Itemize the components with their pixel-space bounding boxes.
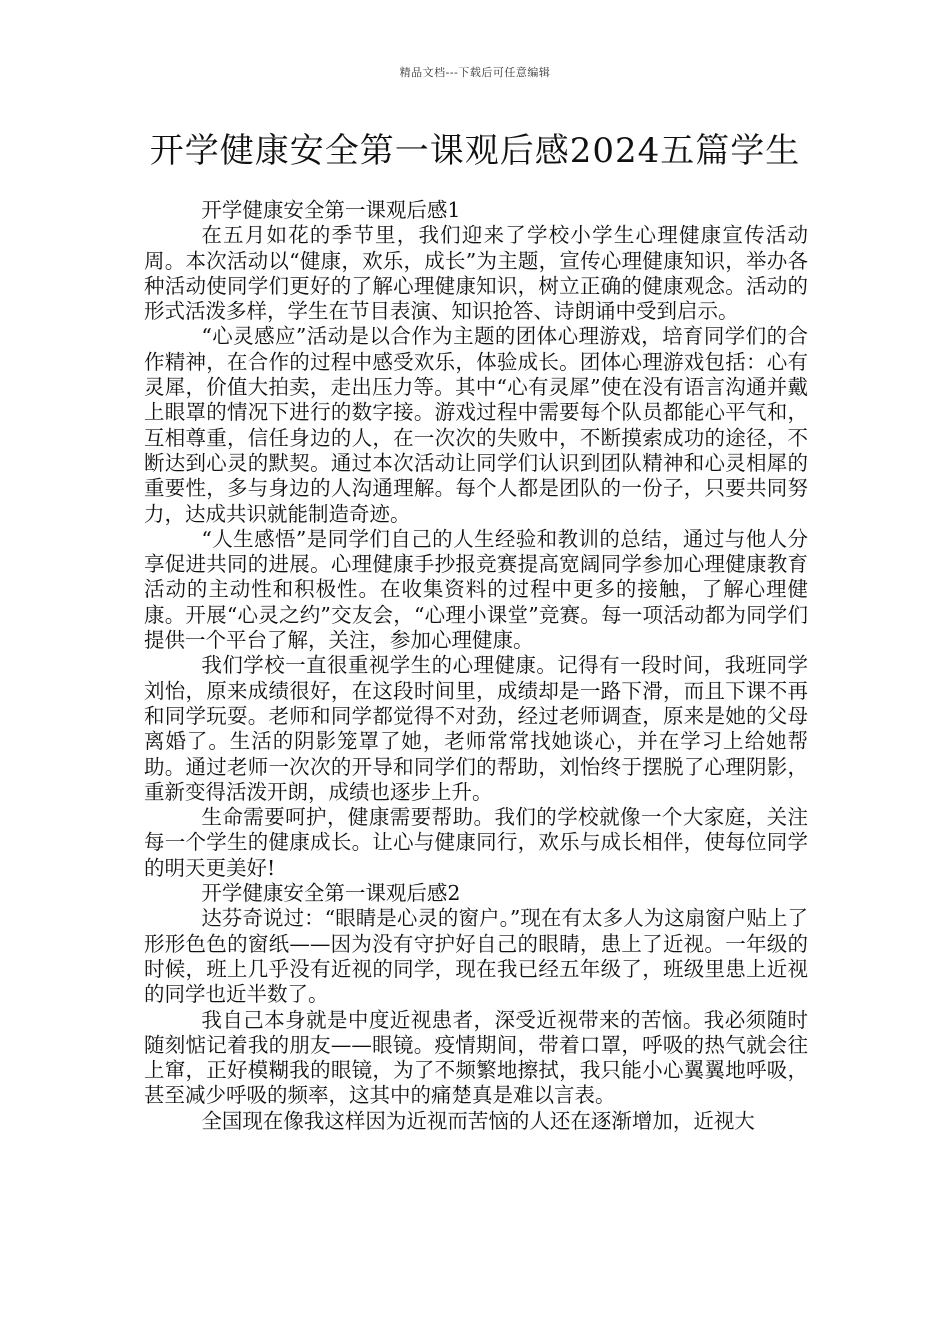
- paragraph: 我们学校一直很重视学生的心理健康。记得有一段时间，我班同学刘怡，原来成绩很好，在这段时间里，成绩却是一路下滑，而且下课不再和同学玩耍。老师和同学都觉得不对劲，经过老师调查，原来是她的父母离婚了。生活的阴影笼罩了她，老师常常找她谈心，并在学习上给她帮助。通过老师一次次的开导和同学们的帮助，刘怡终于摆脱了心理阴影，重新变得活泼开朗，成绩也逐步上升。: [144, 653, 808, 804]
- document-body: [144, 198, 808, 1134]
- paragraph: 全国现在像我这样因为近视而苦恼的人还在逐渐增加，近视大: [201, 1108, 755, 1133]
- paragraph: 生命需要呵护，健康需要帮助。我们的学校就像一个大家庭，关注每一个学生的健康成长。让心与健康同行，欢乐与成长相伴，使每位同学的明天更美好!: [144, 805, 808, 880]
- paragraph: “人生感悟”是同学们自己的人生经验和教训的总结，通过与他人分享促进共同的进展。心理健康手抄报竞赛提高宽阔同学参加心理健康教育活动的主动性和积极性。在收集资料的过程中更多的接触，了解心理健康。开展“心灵之约”交友会，“心理小课堂”竞赛。每一项活动都为同学们提供一个平台了解，关注，参加心理健康。: [144, 526, 808, 653]
- page-header-note: 精品文档---下载后可任意编辑: [399, 66, 551, 79]
- section-heading-2: 开学健康安全第一课观后感2: [201, 881, 461, 906]
- document-title: 开学健康安全第一课观后感2024五篇学生: [149, 131, 801, 171]
- paragraph: 在五月如花的季节里，我们迎来了学校小学生心理健康宣传活动周。本次活动以“健康，欢乐，成长”为主题，宣传心理健康知识，举办各种活动使同学们更好的了解心理健康知识，树立正确的健康观念。活动的形式活泼多样，学生在节目表演、知识抢答、诗朗诵中受到启示。: [144, 223, 808, 324]
- section-heading-1: 开学健康安全第一课观后感1: [201, 198, 461, 222]
- paragraph: 我自己本身就是中度近视患者，深受近视带来的苦恼。我必须随时随刻惦记着我的朋友——眼镜。疫情期间，带着口罩，呼吸的热气就会往上窜，正好模糊我的眼镜，为了不频繁地擦拭，我只能小心翼翼地呼吸，甚至减少呼吸的频率，这其中的痛楚真是难以言表。: [144, 1007, 808, 1108]
- paragraph: 达芬奇说过：“眼睛是心灵的窗户。”现在有太多人为这扇窗户贴上了形形色色的窗纸——因为没有守护好自己的眼睛，患上了近视。一年级的时候，班上几乎没有近视的同学，现在我已经五年级了，班级里患上近视的同学也近半数了。: [144, 906, 808, 1007]
- paragraph: “心灵感应”活动是以合作为主题的团体心理游戏，培育同学们的合作精神，在合作的过程中感受欢乐，体验成长。团体心理游戏包括：心有灵犀，价值大拍卖，走出压力等。其中“心有灵犀”使在没有语言沟通并戴上眼罩的情况下进行的数字接。游戏过程中需要每个队员都能心平气和，互相尊重，信任身边的人，在一次次的失败中，不断摸索成功的途径，不断达到心灵的默契。通过本次活动让同学们认识到团队精神和心灵相犀的重要性，多与身边的人沟通理解。每个人都是团队的一份子，只要共同努力，达成共识就能制造奇迹。: [144, 324, 808, 526]
